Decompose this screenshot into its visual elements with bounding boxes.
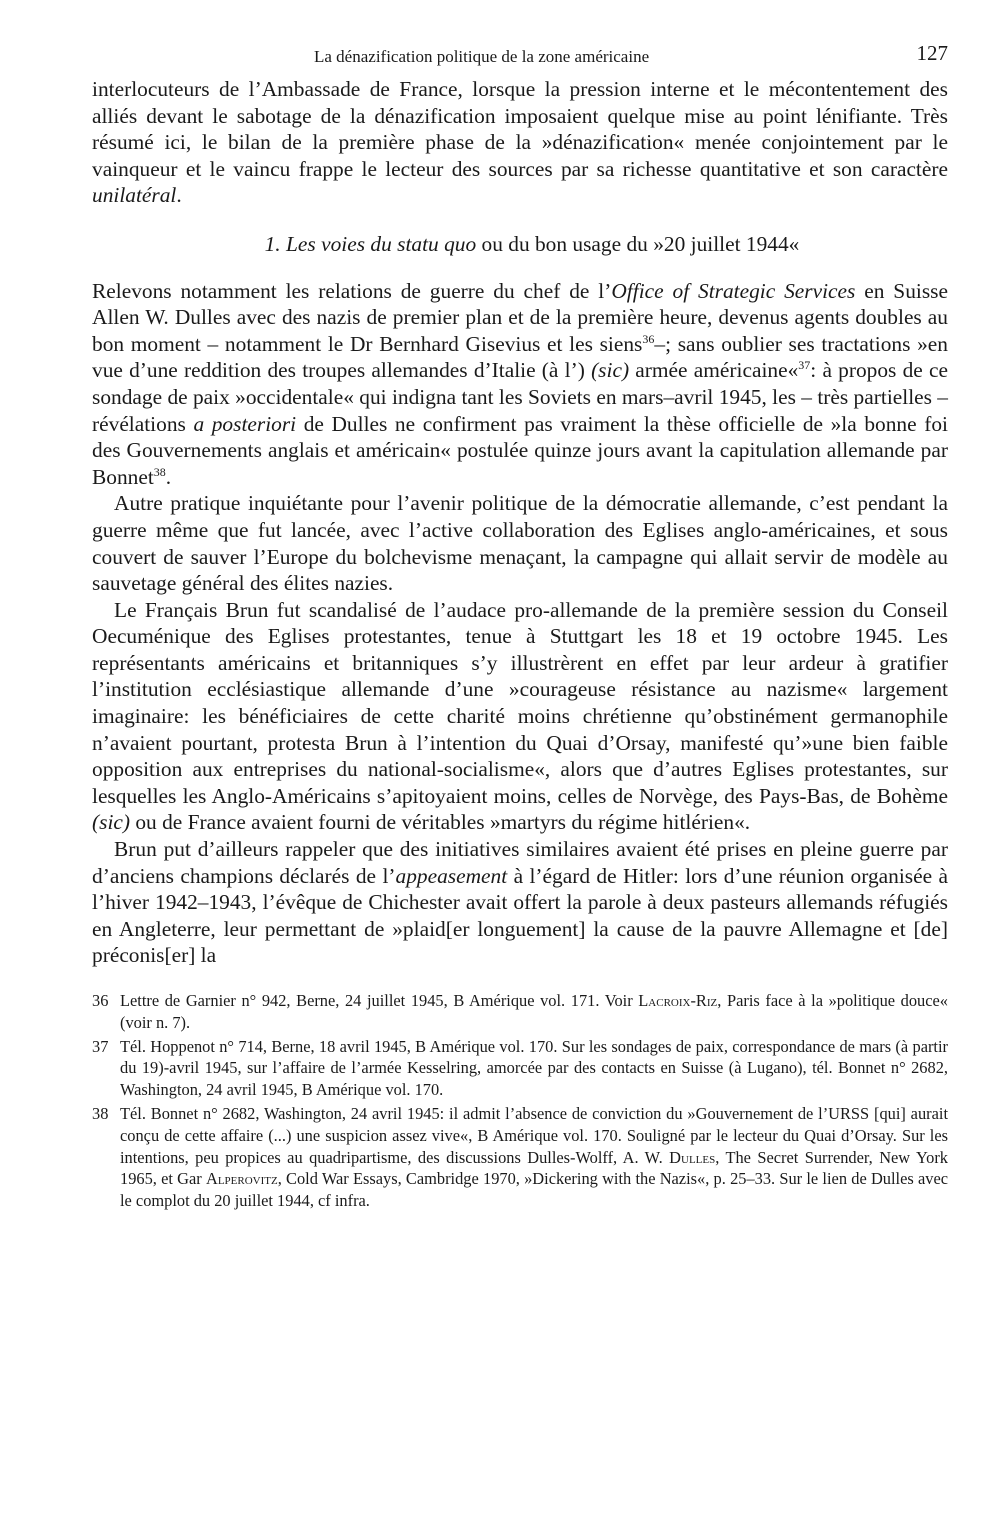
footnote-number: 38 — [92, 1103, 109, 1123]
intro-text: interlocuteurs de l’Ambassade de France, lorsque la pression interne et le mécontentement des alliés devant le sabotage de la dénazification imposaient quelque mise au point lénifiante. Très résumé ici, le bilan de la première phase de la »dénazification« menée conjointement par le vainqueur et le vaincu frappe le lecteur des sources par sa richesse quantitative et son caractère — [92, 77, 948, 181]
footnote-text: , The Secret Surrender, New York 1965, et Gar — [120, 1147, 948, 1189]
p1-text-b: en Suisse Allen W. Dulles avec des nazis de premier plan et de la première heure, devenus agents doubles au bon moment – notamment le Dr Bernhard Gisevius et les siens — [92, 278, 948, 356]
running-title: La dénazification politique de la zone américaine — [314, 47, 650, 66]
page — [92, 42, 948, 1214]
p1-text-f: de Dulles ne confirment pas vraiment la thèse officielle de »la bonne foi des Gouvernements anglais et américain« postulée quinze jours avant la capitulation allemande par Bonnet — [92, 411, 948, 489]
p1-em-sic: (sic) — [591, 358, 630, 383]
p1-text-c: –; sans oublier ses tractations »en vue d’une reddition des troupes allemandes d’Italie (à l’) — [92, 331, 948, 383]
footnote-number: 36 — [92, 991, 109, 1010]
intro-emphasis: unilatéral — [92, 183, 177, 208]
footnote-ref-38[interactable]: 38 — [153, 464, 166, 479]
running-head — [92, 42, 948, 76]
p1-text-a: Relevons notamment les relations de guerre du chef de l’ — [92, 278, 612, 303]
section-heading — [92, 231, 948, 258]
p4-text-a: Brun put d’ailleurs rappeler que des initiatives similaires avaient été prises en pleine guerre par d’anciens champions déclarés de l’ — [92, 837, 948, 888]
p1-text-d: armée américaine« — [629, 358, 799, 383]
footnote-text: Tél. Hoppenot n° 714, Berne, 18 avril 1945, B Amérique vol. 170. Sur les sondages de paix, correspondance de mars (à partir du 19)-avril 1945, sur l’affaire de l’armée Kesselring, amorcée par des contacts en Suisse (à Lugano), tél. Bonnet n° 2682, Washington, 24 avril 1945, B Amérique vol. 170. — [120, 1036, 948, 1100]
section-title-italic: Les voies du statu quo — [286, 231, 477, 256]
p4-em-appeasement: appeasement — [395, 863, 508, 888]
footnote-number: 37 — [92, 1036, 109, 1056]
body-text — [92, 76, 948, 209]
footnote-37 — [92, 1036, 948, 1101]
p1-text-g: . — [165, 464, 172, 489]
paragraph-4 — [92, 836, 948, 969]
p1-em-oss: Office of Strategic Services — [611, 278, 856, 303]
paragraph-2: Autre pratique inquiétante pour l’avenir politique de la démocratie allemande, c’est pendant la guerre même que fut lancée, avec l’active collaboration des Eglises anglo-américaines, et sous couvert de sauver l’Europe du bolchevisme menaçant, la campagne qui allait servir de modèle au sauvetage général des élites nazies. — [92, 491, 948, 596]
p1-em-posteriori: a posteriori — [193, 411, 297, 436]
paragraph-1 — [92, 278, 948, 491]
p1-text-e: : à propos de ce sondage de paix »occidentale« qui indigna tant les Soviets en mars–avril 1945, les – très partielles – révélations — [92, 358, 949, 436]
footnote-36 — [92, 990, 948, 1034]
footnote-ref-36[interactable]: 36 — [642, 331, 655, 346]
paragraph-3 — [92, 597, 948, 836]
footnote-text: , Cold War Essays, Cambridge 1970, »Dickering with the Nazis«, p. 25–33. Sur le lien de Dulles avec le complot du 20 juillet 1944, cf infra. — [120, 1169, 948, 1211]
footnote-text: Lettre de Garnier n° 942, Berne, 24 juillet 1945, B Amérique vol. 171. Voir — [120, 991, 639, 1010]
intro-paragraph — [92, 76, 948, 209]
p4-text-b: à l’égard de Hitler: lors d’une réunion organisée à l’hiver 1942–1943, l’évêque de Chichester avait offert la parole à deux pasteurs allemands réfugiés en Angleterre, leur permettant de »plaid[er longuement] la cause de la pauvre Allemagne et [de] préconis[er] la — [92, 863, 948, 968]
section-title-rest: ou du bon usage du »20 juillet 1944« — [476, 231, 800, 256]
footnote-ref-37[interactable]: 37 — [798, 358, 811, 373]
footnotes — [92, 990, 948, 1212]
p3-text-a: Le Français Brun fut scandalisé de l’audace pro-allemande de la première session du Conseil Oecuménique des Eglises protestantes, tenue à Stuttgart les 18 et 19 octobre 1945. Les représentants américains et britanniques s’y illustrèrent en effet par leur ardeur à gratifier l’institution ecclésiastique allemande d’une »courageuse résistance au nazisme« largement imaginaire: les bénéficiaires de cette charité moins chrétienne qu’obstinément germanophile n’avaient pourtant, protesta Brun à l’intention du Quai d’Orsay, manifesté qu’»une bien faible opposition aux entreprises du national-socialisme«, alors que d’autres Eglises protestantes, sur lesquelles les Anglo-Américains s’apitoyaient moins, celles de Norvège, des Pays-Bas, de Bohème — [92, 597, 948, 808]
page-number: 127 — [916, 41, 948, 65]
p3-text-b: ou de France avaient fourni de véritables »martyrs du régime hitlérien«. — [130, 810, 751, 835]
footnote-author: Lacroix-Riz — [638, 991, 718, 1010]
footnote-author: Alperovitz — [205, 1169, 278, 1189]
p3-em-sic: (sic) — [92, 810, 131, 835]
section-number: 1. — [264, 231, 281, 256]
intro-end: . — [176, 183, 182, 208]
footnote-text: , Paris face à la »politique douce« (voir n. 7). — [120, 991, 948, 1032]
body-text-main — [92, 278, 948, 969]
footnote-text: Tél. Bonnet n° 2682, Washington, 24 avril 1945: il admit l’absence de conviction du »Gouvernement de l’URSS [qui] aurait conçu de cette affaire (...) une suspicion assez vive«, B Amérique vol. 170. Souligné par le lecteur du Quai d’Orsay. Sur les intentions, peu propices au quadripartisme, des discussions Dulles-Wolff, A. W. — [120, 1103, 948, 1167]
footnote-author: Dulles — [669, 1147, 716, 1167]
footnote-38 — [92, 1103, 948, 1212]
